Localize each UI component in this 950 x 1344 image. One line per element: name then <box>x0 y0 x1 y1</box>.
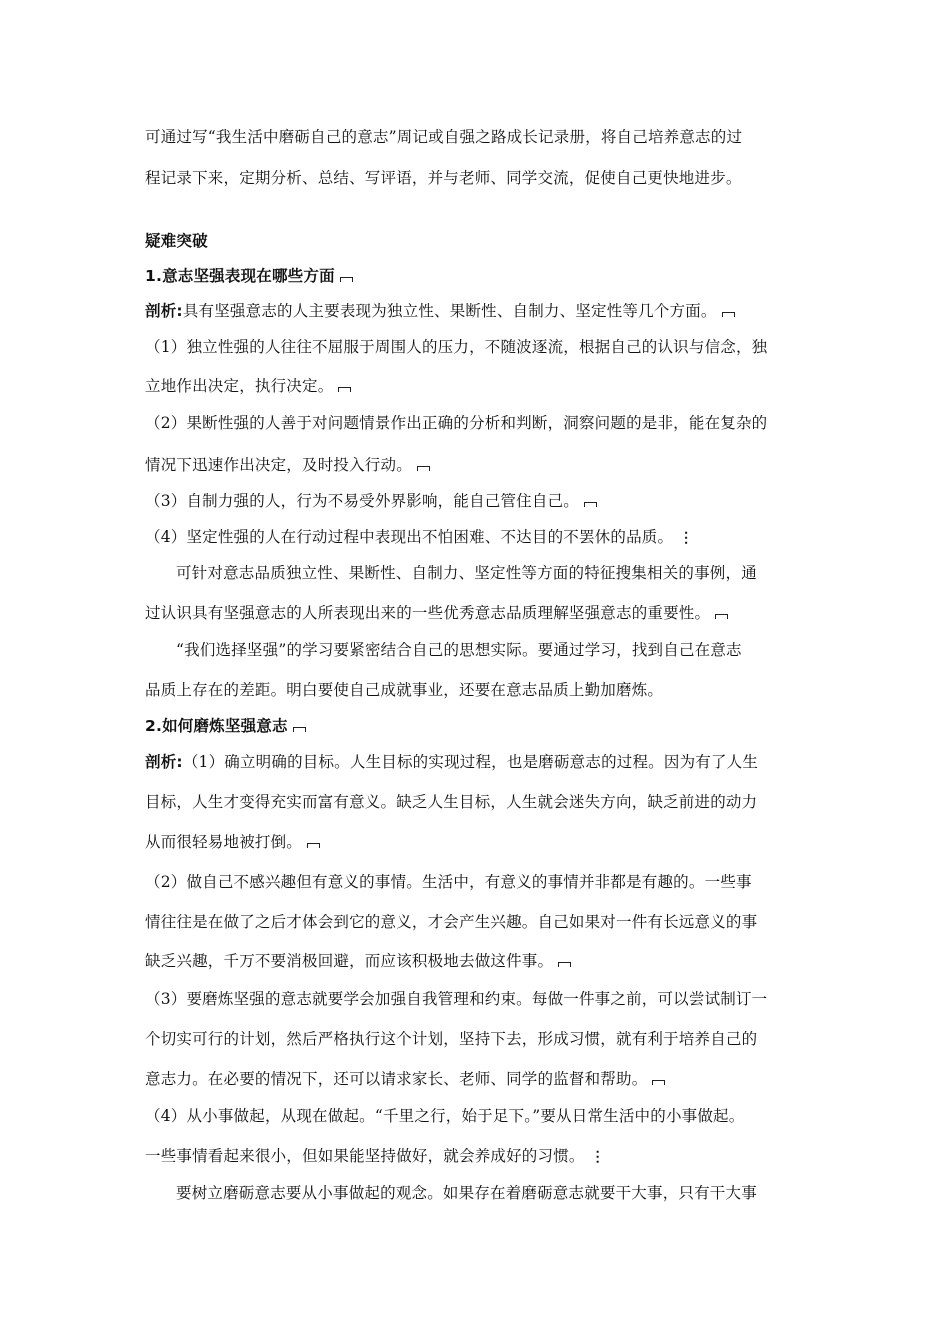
q1-point-1-line-2-text: 立地作出决定，执行决定。 <box>145 377 334 395</box>
paragraph-mark-icon <box>339 274 354 283</box>
question-1-title-text: 1.意志坚强表现在哪些方面 <box>145 267 335 285</box>
paragraph-mark-icon <box>714 611 729 620</box>
q1-note-1-line-2 <box>145 603 815 623</box>
q2-point-4-line-1: （4）从小事做起，从现在做起。“千里之行，始于足下。”要从日常生活中的小事做起。 <box>145 1107 745 1125</box>
q2-note-1-line-1: 要树立磨砺意志要从小事做起的观念。如果存在着磨砺意志就要干大事，只有干大事 <box>176 1184 757 1202</box>
paragraph-mark-icon <box>721 309 736 318</box>
q2-point-3-line-3-text: 意志力。在必要的情况下，还可以请求家长、老师、同学的监督和帮助。 <box>145 1070 648 1088</box>
vertical-dots-icon: ⋮ <box>590 1149 605 1165</box>
q1-note-2-line-2: 品质上存在的差距。明白要使自己成就事业，还要在意志品质上勤加磨炼。 <box>145 681 664 699</box>
question-2-title-text: 2.如何磨炼坚强意志 <box>145 717 288 735</box>
question-1-title <box>145 266 815 286</box>
paragraph-mark-icon <box>292 724 307 733</box>
q2-point-2-line-3 <box>145 951 815 971</box>
intro-line-1: 可通过写“我生活中磨砺自己的意志”周记或自强之路成长记录册，将自己培养意志的过 <box>145 128 743 146</box>
q1-point-2-line-2 <box>145 455 815 475</box>
q1-point-2-line-2-text: 情况下迅速作出决定，及时投入行动。 <box>145 456 412 474</box>
q2-point-4-line-2 <box>145 1146 815 1167</box>
q1-point-4-text: （4）坚定性强的人在行动过程中表现出不怕困难、不达目的不罢休的品质。 <box>145 528 674 546</box>
q1-point-4 <box>145 527 815 548</box>
q1-point-2-line-1: （2）果断性强的人善于对问题情景作出正确的分析和判断，洞察问题的是非，能在复杂的 <box>145 414 768 432</box>
q2-point-4-line-2-text: 一些事情看起来很小，但如果能坚持做好，就会养成好的习惯。 <box>145 1147 585 1165</box>
q2-point-2-line-3-text: 缺乏兴趣，千万不要消极回避，而应该积极地去做这件事。 <box>145 952 554 970</box>
q1-note-2-line-1: “我们选择坚强”的学习要紧密结合自己的思想实际。要通过学习，找到自己在意志 <box>176 641 742 659</box>
analysis-text: 具有坚强意志的人主要表现为独立性、果断性、自制力、坚定性等几个方面。 <box>182 302 717 320</box>
q1-note-1-line-2-text: 过认识具有坚强意志的人所表现出来的一些优秀意志品质理解坚强意志的重要性。 <box>145 604 711 622</box>
q2-point-3-line-1: （3）要磨炼坚强的意志就要学会加强自我管理和约束。每做一件事之前，可以尝试制订一 <box>145 990 768 1008</box>
paragraph-mark-icon <box>416 463 431 472</box>
analysis-label: 剖析: <box>145 302 183 320</box>
q1-point-1-line-1: （1）独立性强的人往往不屈服于周围人的压力，不随波逐流，根据自己的认识与信念，独 <box>145 338 768 356</box>
analysis-label: 剖析: <box>145 753 183 771</box>
paragraph-mark-icon <box>651 1077 666 1086</box>
q2-point-2-line-2: 情往往是在做了之后才体会到它的意义，才会产生兴趣。自己如果对一件有长远意义的事 <box>145 913 758 931</box>
q2-point-1-line-1 <box>145 752 815 772</box>
vertical-dots-icon: ⋮ <box>679 530 694 546</box>
q1-note-1-line-1: 可针对意志品质独立性、果断性、自制力、坚定性等方面的特征搜集相关的事例，通 <box>176 564 757 582</box>
paragraph-mark-icon <box>306 840 321 849</box>
q2-point-3-line-3 <box>145 1069 815 1089</box>
question-2-title <box>145 716 815 736</box>
q2-point-1-line-1-text: （1）确立明确的目标。人生目标的实现过程，也是磨砺意志的过程。因为有了人生 <box>182 753 759 771</box>
section-heading: 疑难突破 <box>145 232 208 250</box>
paragraph-mark-icon <box>583 499 598 508</box>
q2-point-1-line-3 <box>145 832 815 852</box>
paragraph-mark-icon <box>557 959 572 968</box>
q1-point-1-line-2 <box>145 376 815 396</box>
intro-line-2: 程记录下来，定期分析、总结、写评语，并与老师、同学交流，促使自己更快地进步。 <box>145 169 742 187</box>
q1-analysis <box>145 301 815 321</box>
q2-point-1-line-2: 目标，人生才变得充实而富有意义。缺乏人生目标，人生就会迷失方向，缺乏前进的动力 <box>145 793 758 811</box>
q2-point-2-line-1: （2）做自己不感兴趣但有意义的事情。生活中，有意义的事情并非都是有趣的。一些事 <box>145 873 752 891</box>
q1-point-3 <box>145 491 815 511</box>
q2-point-1-line-3-text: 从而很轻易地被打倒。 <box>145 833 303 851</box>
q1-point-3-text: （3）自制力强的人，行为不易受外界影响，能自己管住自己。 <box>145 492 579 510</box>
q2-point-3-line-2: 个切实可行的计划，然后严格执行这个计划，坚持下去，形成习惯，就有利于培养自己的 <box>145 1030 758 1048</box>
paragraph-mark-icon <box>337 384 352 393</box>
